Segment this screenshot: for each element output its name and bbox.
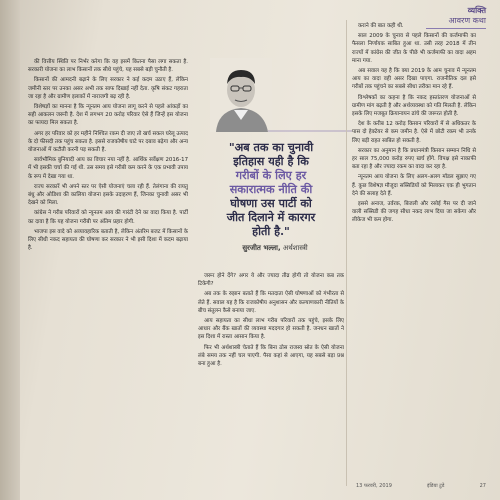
paragraph: आय सहायता का सीधा लाभ गरीब परिवारों तक पहुंचे, इसके लिए आधार और बैंक खातों की व्यवस्था मददगार हो सकती है. जनधन खातों ने इस दिशा में रास्ता आसान किया है. [198,318,344,341]
quote-decoration-icon [268,126,352,136]
pull-quote-line: गरीबों के लिए हर [235,168,307,182]
paragraph: अब तक के रुझान बताते हैं कि मतदाता ऐसी घोषणाओं को गंभीरता से लेते हैं. सवाल यह है कि राजकोषीय अनुशासन और कल्याणकारी नीतियों के बीच संतुलन कैसे बनाया जाए. [198,291,344,314]
paragraph: किसानों की आमदनी बढ़ाने के लिए सरकार ने कई कदम उठाए हैं, लेकिन जमीनी स्तर पर उनका असर अभी तक साफ दिखाई नहीं देता. कृषि संकट गहराता जा रहा है और ग्रामीण इलाकों में नाराजगी बढ़ रही है. [28,77,188,100]
paragraph: फिर भी अर्थशास्त्री चेताते हैं कि बिना ठोस राजस्व स्रोत के ऐसी योजना लंबे समय तक नहीं चल पाएगी. पैसा कहां से आएगा, यह सबसे बड़ा प्रश्न बना हुआ है. [198,344,344,368]
pull-quote-line: इतिहास यही है कि [233,154,309,168]
paragraph: इससे अनाज, उर्वरक, बिजली और रसोई गैस पर दी जाने वाली सब्सिडी की जगह सीधा नकद लाभ दिया जा सकेगा और लीकेज भी कम होगा. [352,201,476,224]
author-portrait-image [210,58,272,132]
footer-date: 13 फरवरी, 2019 [356,483,392,489]
byline-name: सुरजीत भल्ला, [242,244,281,252]
paragraph: कराने की बात कही थी. [358,23,404,29]
column-divider [346,20,347,486]
paragraph: साल 2009 के चुनाव से पहले किसानों की कर्जमाफी का फैसला निर्णायक साबित हुआ था. उसी तरह 2018 में तीन राज्यों में कांग्रेस की जीत के पीछे भी कर्जमाफी का वादा अहम माना गया. [352,33,476,64]
byline [206,244,344,253]
paragraph: सरकार का अनुमान है कि प्रधानमंत्री किसान सम्मान निधि से हर साल 75,000 करोड़ रुपए खर्च होंगे. विपक्ष इसे नाकाफी बता रहा है और ज्यादा रकम का वादा कर रहा है. [352,147,476,171]
paragraph: विशेषज्ञों का मानना है कि न्यूनतम आय योजना लागू करने से पहले आंकड़ों का सही आकलन जरूरी है. देश में लगभग 20 करोड़ परिवार ऐसे हैं जिन्हें इस योजना का फायदा मिल सकता है. [28,104,188,127]
section-title: व्यक्ति [467,6,486,15]
paragraph: राज्य सरकारें भी अपने स्तर पर ऐसी योजनाएं चला रही हैं. तेलंगाना की रायतु बंधु और ओडिशा की कालिया योजना इसके उदाहरण हैं, जिनका चुनावी असर भी देखने को मिला. [28,183,188,207]
paragraph: जरूर होने देंगे? अगर ये और ज्यादा तीव्र होगी तो योजना कब तक टिकेगी? [198,273,344,288]
paragraph: न्यूनतम आय योजना के लिए अलग-अलग मॉडल सुझाए गए हैं. कुछ विशेषज्ञ मौजूदा सब्सिडियों को मिलाकर एक ही भुगतान देने की सलाह देते हैं. [352,174,476,197]
pull-quote-line: सकारात्मक नीति की [229,182,313,196]
page-footer [356,483,486,489]
paragraph: की वित्तीय स्थिति पर निर्भर करेगा कि वह इसमें कितना पैसा लगा सकता है. सरकारी योजना का लाभ किसानों तक सीधे पहुंचे, यह सबसे बड़ी चुनौती है. [28,59,188,74]
pull-quote-line: होती है." [252,224,290,238]
pull-quote [198,140,344,238]
paragraph: कांग्रेस ने गरीब परिवारों को न्यूनतम आय की गारंटी देने का वादा किया है. पार्टी का दावा है कि यह योजना गरीबी पर अंतिम प्रहार होगी. [28,210,188,225]
footer-magazine: इंडिया टुडे [427,483,445,489]
page-fold-shadow [0,0,20,500]
page-number: 27 [479,483,486,489]
pull-quote-line: "अब तक का चुनावी [228,140,314,154]
section-subtitle: आवरण कथा [448,16,486,25]
paragraph: अगर हर परिवार को हर महीने निश्चित रकम दी जाए तो खर्च सकल घरेलू उत्पाद के दो फीसदी तक पहुंच सकता है. इससे राजकोषीय घाटे पर दबाव बढ़ेगा और अन्य योजनाओं में कटौती करनी पड़ सकती है. [28,130,188,154]
paragraph: विश्लेषकों का कहना है कि नकद हस्तांतरण योजनाओं से ग्रामीण मांग बढ़ती है और अर्थव्यवस्था को गति मिलती है. लेकिन इसके लिए मजबूत क्रियान्वयन ढांचे की जरूरत होती है. [352,94,476,118]
paragraph: देश के करीब 12 करोड़ किसान परिवारों में से अधिकतर के पास दो हेक्टेयर से कम जमीन है. ऐसे में छोटी रकम भी उनके लिए बड़ी राहत साबित हो सकती है. [352,121,476,144]
byline-role: अर्थशास्त्री [282,244,308,252]
pull-quote-line: जीत दिलाने में कारगर [226,210,316,224]
article-column-2 [198,272,344,486]
article-column-3 [352,22,476,486]
paragraph: अब सवाल यह है कि क्या 2019 के आम चुनाव में न्यूनतम आय का वादा वही असर दिखा पाएगा. राजनीतिक दल इसे गरीबों तक पहुंचने का सबसे सीधा तरीका मान रहे हैं. [352,68,476,91]
article-column-1 [28,58,188,486]
paragraph: सार्वभौमिक बुनियादी आय का विचार नया नहीं है. आर्थिक सर्वेक्षण 2016-17 में भी इसकी चर्चा की गई थी. उस समय इसे गरीबी कम करने के एक प्रभावी उपाय के रूप में देखा गया था. [28,157,188,180]
paragraph: भाजपा इस वादे को अव्यावहारिक बताती है, लेकिन अंतरिम बजट में किसानों के लिए सीधी नकद सहायता की घोषणा कर सरकार ने भी इसी दिशा में कदम बढ़ाया है. [28,228,188,252]
pull-quote-line: घोषणा उस पार्टी को [230,196,312,210]
